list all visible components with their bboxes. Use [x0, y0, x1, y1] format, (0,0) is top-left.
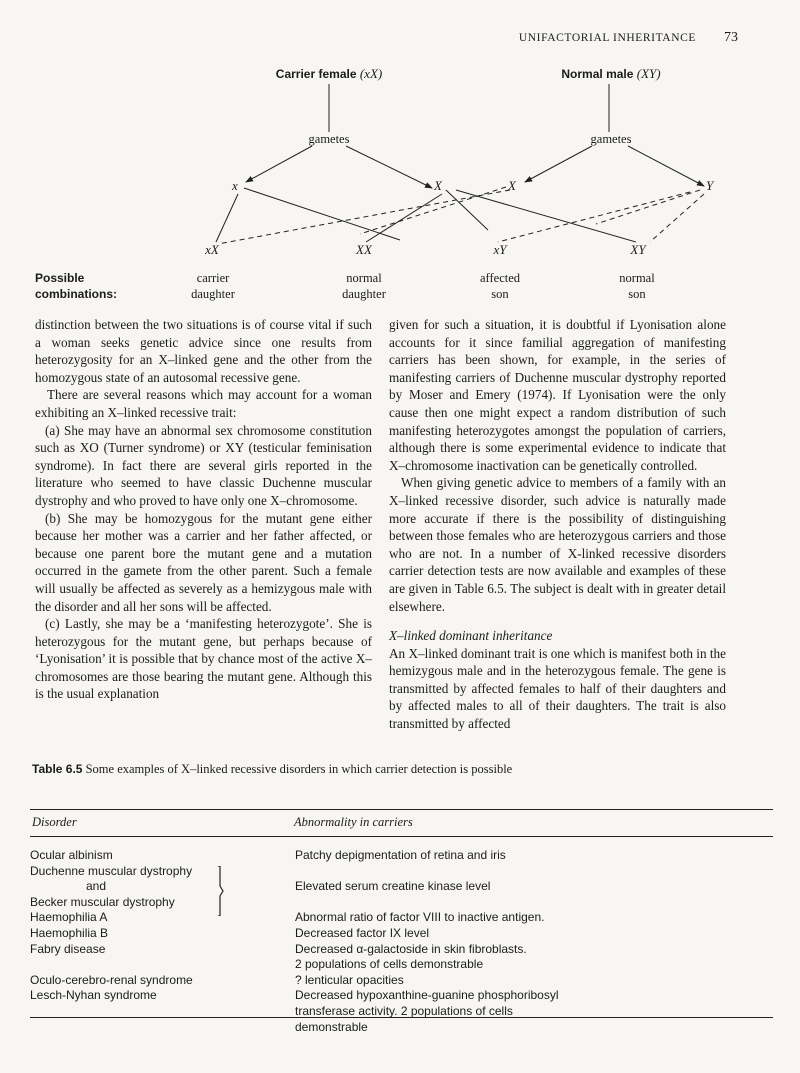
table-caption-text: Some examples of X–linked recessive disorders in which carrier detection is possible [85, 762, 513, 776]
offspring-desc-2-line1: normal [346, 271, 382, 285]
abnormality-6: Decreased factor IX level [295, 925, 430, 940]
possible-combinations-label [35, 270, 117, 302]
X-to-XY-partial [446, 190, 488, 230]
female-gametes-label: gametes [308, 132, 350, 146]
offspring-genotype-2: XX [356, 242, 372, 257]
disorder-lesch-nyhan: Lesch-Nyhan syndrome [30, 988, 157, 1003]
arrow-to-X-male [525, 146, 592, 182]
carrier-female-heading [276, 66, 382, 82]
right-column [389, 316, 726, 733]
gamete-X-male: X [508, 178, 516, 193]
disorder-haemophilia-a: Haemophilia A [30, 910, 108, 925]
abnormality-4 [295, 895, 559, 911]
table-label: Table 6.5 [32, 762, 83, 776]
offspring-desc-4-line1: normal [619, 271, 655, 285]
disorder-becker: Becker muscular dystrophy [30, 894, 175, 909]
offspring-desc-3-line2: son [491, 287, 509, 301]
male-gametes-label: gametes [590, 132, 632, 146]
disorder-ocular-albinism: Ocular albinism [30, 848, 113, 862]
combinations-label: combinations: [35, 287, 118, 301]
header-abnormality: Abnormality in carriers [294, 815, 413, 829]
arrow-to-Y [628, 146, 704, 186]
right-paragraph-2: When giving genetic advice to members of a family with an X–linked recessive disorder, such advice is naturally made more accurate if there is the possibility of distinguishing between those females who are heterozygous carriers and those who are not. In a number of X-linked recessive disorders carrier detection tests are now available and examples of these are given in Table 6.5. The subject is dealt with in greater detail elsewhere. [389, 475, 726, 614]
inheritance-diagram [0, 62, 800, 312]
left-paragraph-c: (c) Lastly, she may be a ‘manifesting heterozygote’. She is heterozygous for the mutant gene, but perhaps because of ‘Lyonisation’ it is possible that by chance most of the active X–chromosomes are those bearing the mutant gene. Although this is the usual explanation [35, 616, 372, 702]
disorder-haemophilia-b: Haemophilia B [30, 925, 109, 940]
table-caption [32, 762, 773, 777]
disorder-duchenne: Duchenne muscular dystrophy [30, 863, 193, 878]
gamete-Y: Y [706, 178, 714, 193]
abnormality-5: Abnormal ratio of factor VIII to inactive antigen. [295, 910, 545, 925]
abnormality-7: Decreased α-galactoside in skin fibroblasts. [295, 941, 527, 956]
disorder-oculo-cerebro-renal: Oculo-cerebro-renal syndrome [30, 972, 193, 987]
table-body [30, 837, 773, 1034]
disorder-fabry: Fabry disease [30, 941, 106, 956]
abnormality-12: demonstrable [295, 1019, 368, 1034]
right-paragraph-1: given for such a situation, it is doubtful if Lyonisation alone accounts for it since familial aggregation of manifesting carriers has been shown, for example, in the series of manifesting carriers of Duchenne muscular dystrophy reported by Moser and Emery (1974). If Lyonisation were the only cause then one might expect a random distribution of such manifesting heterozygotes amongst the population of carriers, although there is some experimental evidence to indicate that X–chromosome inactivation can be genetically controlled. [389, 317, 726, 473]
X-to-XY [456, 190, 636, 242]
section-gap [389, 615, 726, 627]
right-paragraph-3: An X–linked dominant trait is one which is manifest both in the hemizygous male and in the heterozygous female. The gene is transmitted by affected females to half of their daughters and by affected males to all of their daughters. The trait is also transmitted by affected [389, 645, 726, 732]
normal-male-label: Normal male [561, 67, 634, 81]
normal-male-heading [561, 66, 660, 82]
offspring-desc-2 [342, 270, 386, 302]
abnormality-column [295, 848, 559, 1035]
Y-to-xY [596, 190, 700, 224]
carrier-female-genotype: (xX) [359, 66, 383, 81]
abnormality-8: 2 populations of cells demonstrable [295, 957, 484, 972]
left-paragraph-a: (a) She may have an abnormal sex chromosome constitution such as XO (Turner syndrome) or XY (testicular feminisation syndrome). In fact there are several girls reported in the literature who seemed to have classic Duchenne muscular dystrophy and who proved to have only one X–chromosome. [35, 422, 372, 508]
x-to-xX [216, 194, 238, 242]
left-paragraph-2: There are several reasons which may account for a woman exhibiting an X–linked recessive trait: [35, 387, 372, 420]
Xm-to-xX [218, 190, 510, 244]
offspring-desc-1 [191, 270, 235, 302]
x-to-xY [244, 188, 400, 240]
diagram-lines [0, 62, 800, 312]
X-to-XX [366, 194, 442, 242]
disorder-column [30, 848, 193, 1004]
arrow-to-X-female [346, 146, 432, 188]
abnormality-1: Patchy depigmentation of retina and iris [295, 848, 506, 862]
offspring-desc-1-line2: daughter [191, 287, 235, 301]
table-6-5 [30, 762, 773, 1034]
header-disorder: Disorder [32, 815, 77, 829]
Y-to-XY [650, 194, 704, 242]
section-heading: X–linked dominant inheritance [389, 628, 553, 644]
offspring-genotype-4: XY [630, 242, 646, 257]
Y-to-xY-2 [498, 192, 690, 242]
left-paragraph-b: (b) She may be homozygous for the mutant gene either because her mother was a carrier and her father affected, or because one parent bore the mutant gene and a mutation occurred in the gamete from the other parent. Such a female will usually be affected as severely as a hemizygous male with the disorder and all her sons will be affected. [35, 510, 372, 614]
normal-male-genotype: (XY) [636, 66, 661, 81]
offspring-desc-2-line2: daughter [342, 287, 386, 301]
possible-label: Possible [35, 271, 85, 285]
abnormality-3: Elevated serum creatine kinase level [295, 879, 491, 894]
running-head-title: UNIFACTORIAL INHERITANCE [518, 32, 696, 44]
disorder-spacer [30, 957, 193, 973]
gamete-x: x [232, 178, 238, 193]
page-number: 73 [724, 30, 738, 45]
abnormality-9: ? lenticular opacities [295, 972, 404, 987]
offspring-desc-4-line2: son [628, 287, 646, 301]
left-paragraph-1: distinction between the two situations is of course vital if such a woman seeks genetic advice since one results from heterozygosity for an X–linked gene and the other from the homozygous state of an autosomal recessive gene. [35, 317, 372, 385]
offspring-desc-3 [480, 270, 520, 302]
offspring-genotype-3: xY [493, 242, 507, 257]
table-header-row [30, 810, 773, 836]
table-brace [216, 866, 226, 916]
abnormality-10: Decreased hypoxanthine-guanine phosphoribosyl [295, 988, 559, 1003]
offspring-desc-1-line1: carrier [196, 271, 230, 285]
gamete-X-female: X [434, 178, 442, 193]
offspring-desc-4 [619, 270, 654, 302]
carrier-female-label: Carrier female [275, 67, 357, 81]
abnormality-2 [295, 864, 559, 880]
disorder-and: and [86, 879, 107, 894]
running-head [0, 30, 800, 50]
abnormality-11: transferase activity. 2 populations of cells [295, 1003, 513, 1018]
left-column [35, 316, 372, 703]
arrow-to-x [246, 146, 312, 182]
offspring-desc-3-line1: affected [479, 271, 521, 285]
offspring-genotype-1: xX [205, 242, 219, 257]
